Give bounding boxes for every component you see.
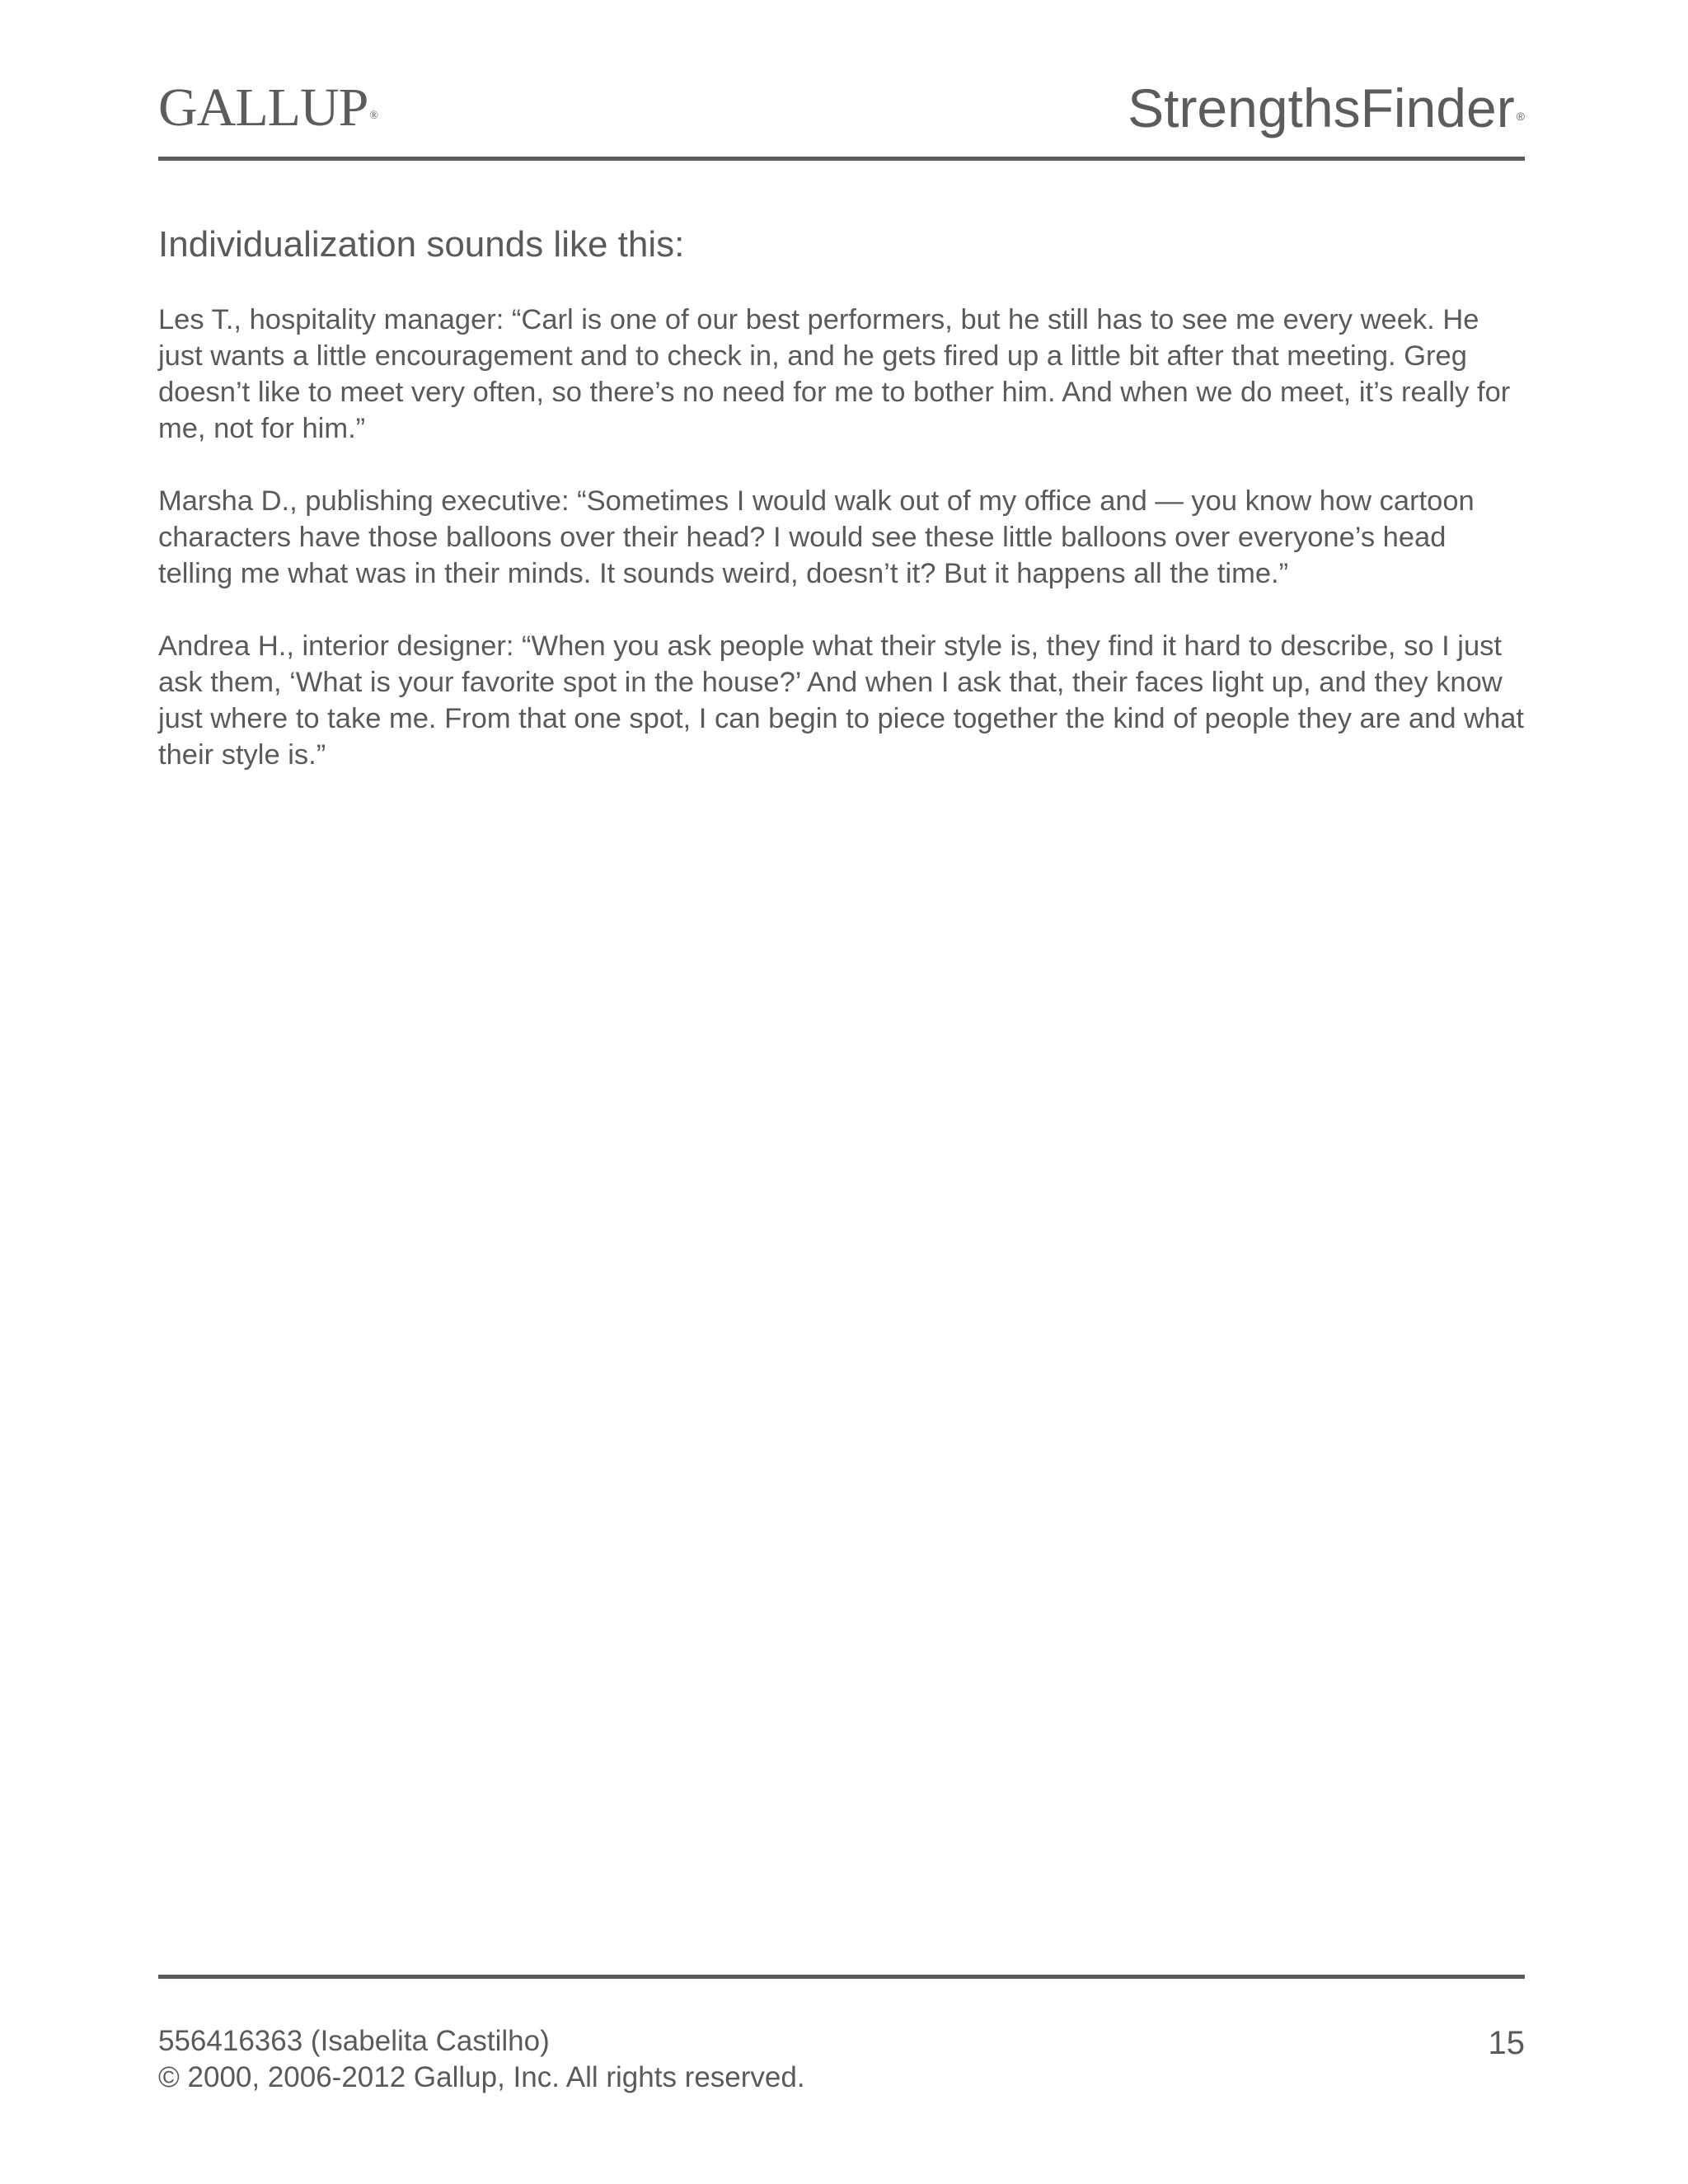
product-name — [1128, 79, 1525, 137]
product-text: StrengthsFinder — [1128, 77, 1515, 138]
logo-text: GALLUP — [158, 77, 368, 138]
page-number: 15 — [1488, 2025, 1525, 2061]
quote-paragraph: Andrea H., interior designer: “When you ask people what their style is, they find it hard to describe, so I just ask them, ‘What is your favorite spot in the house?’ And when I ask that, their faces light up, and they know just where to take me. From that one spot, I can begin to piece together the kind of people they are and what their style is.” — [158, 630, 1525, 771]
section-title: Individualization sounds like this: — [158, 224, 685, 265]
quote-paragraph: Marsha D., publishing executive: “Sometimes I would walk out of my office and — you know how cartoon characters have those balloons over their head? I would see these little balloons over everyone’s head telling me what was in their minds. It sounds weird, doesn’t it? But it happens all the time.” — [158, 485, 1475, 589]
quotes-block — [158, 302, 1528, 809]
header-divider — [158, 157, 1525, 161]
product-registered-mark: ® — [1516, 110, 1525, 123]
logo-registered-mark: ® — [369, 110, 377, 122]
page-header — [158, 79, 1525, 137]
footer-user-id: 556416363 (Isabelita Castilho) — [158, 2025, 550, 2057]
footer-copyright: © 2000, 2006-2012 Gallup, Inc. All rights reserved. — [158, 2061, 805, 2093]
footer-divider — [158, 1975, 1525, 1979]
quote-paragraph: Les T., hospitality manager: “Carl is one of our best performers, but he still has to see me every week. He just wants a little encouragement and to check in, and he gets fired up a little bit after that meeting. Greg doesn’t like to meet very often, so there’s no need for me to bother him. And when we do meet, it’s really for me, not for him.” — [158, 304, 1511, 444]
gallup-logo — [158, 79, 377, 137]
